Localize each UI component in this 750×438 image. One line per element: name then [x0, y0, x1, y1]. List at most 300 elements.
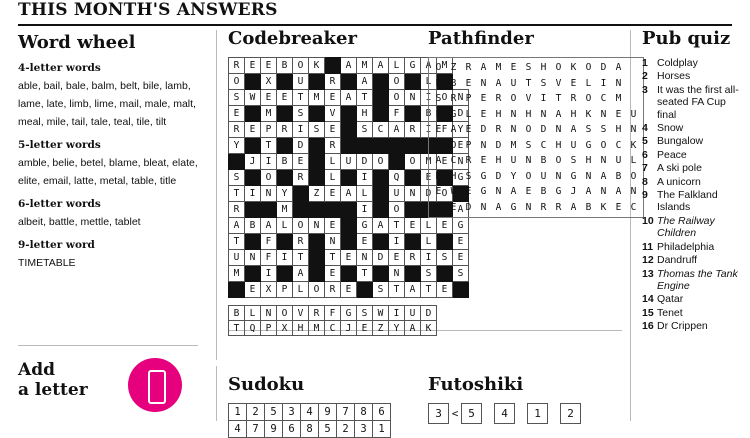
codebreaker-cell: M [229, 266, 245, 282]
quiz-answer-item [642, 320, 746, 332]
pathfinder-cell: D [465, 201, 472, 213]
pathfinder-cell: N [555, 124, 562, 135]
codebreaker-cell: R [229, 122, 245, 138]
pathfinder-cell: O [435, 62, 442, 73]
pathfinder-row [431, 153, 641, 169]
pathfinder-cell: D [495, 139, 502, 151]
quiz-answer-number: 14 [642, 293, 654, 306]
pathfinder-cell: A [450, 124, 457, 135]
codebreaker-cell: U [341, 154, 357, 170]
pathfinder-cell: H [525, 108, 532, 120]
codebreaker-block [341, 138, 357, 154]
codebreaker-cell: A [453, 202, 469, 218]
sudoku-cell: 3 [283, 404, 301, 421]
codebreaker-cell: R [229, 58, 245, 74]
quiz-answer-number: 4 [642, 122, 648, 135]
codebreaker-block [277, 170, 293, 186]
word-group-text: albeit, battle, mettle, tablet [18, 216, 141, 228]
pathfinder-cell: G [510, 201, 517, 213]
codebreaker-cell: A [389, 122, 405, 138]
pathfinder-cell: G [570, 170, 577, 182]
pathfinder-cell: H [615, 124, 622, 135]
quiz-answer-text: Dandruff [657, 254, 698, 267]
codebreaker-key-cell: T [229, 321, 245, 336]
pathfinder-cell: H [570, 108, 577, 120]
codebreaker-cell: E [421, 170, 437, 186]
quiz-answer-text: Peace [657, 148, 687, 161]
codebreaker-block [389, 138, 405, 154]
pathfinder-cell: I [600, 77, 607, 89]
pathfinder-row [431, 184, 641, 200]
codebreaker-cell: E [341, 282, 357, 298]
pathfinder-cell: H [495, 108, 502, 120]
codebreaker-cell: T [293, 250, 309, 266]
codebreaker-cell: R [325, 282, 341, 298]
pathfinder-cell: N [585, 170, 592, 182]
futoshiki-cell: 3 [428, 403, 449, 424]
codebreaker-cell: U [229, 250, 245, 266]
codebreaker-block [293, 186, 309, 202]
codebreaker-cell: T [389, 282, 405, 298]
pathfinder-cell: O [585, 62, 592, 73]
pathfinder-cell: E [510, 62, 517, 73]
quiz-answer-number: 13 [642, 267, 654, 280]
codebreaker-key-cell: Y [389, 321, 405, 336]
codebreaker-cell: R [293, 170, 309, 186]
pub-quiz-section [642, 28, 746, 334]
codebreaker-key-cell: Z [373, 321, 389, 336]
codebreaker-block [341, 170, 357, 186]
codebreaker-cell: A [229, 218, 245, 234]
codebreaker-key-cell: J [341, 321, 357, 336]
pub-quiz-list [642, 57, 746, 333]
pathfinder-cell: E [465, 186, 472, 197]
quiz-answer-item [642, 162, 746, 174]
pathfinder-cell: R [465, 62, 472, 73]
codebreaker-cell: A [341, 186, 357, 202]
codebreaker-row [229, 282, 469, 298]
codebreaker-key-cell: F [325, 306, 341, 321]
quiz-answer-text: A ski pole [657, 162, 702, 175]
codebreaker-cell: T [389, 218, 405, 234]
codebreaker-cell: I [421, 250, 437, 266]
codebreaker-cell: O [389, 90, 405, 106]
pathfinder-cell: E [480, 93, 487, 104]
codebreaker-block [309, 138, 325, 154]
sudoku-cell: 8 [301, 421, 319, 438]
codebreaker-cell: N [245, 250, 261, 266]
pathfinder-cell: G [480, 170, 487, 182]
codebreaker-block [245, 266, 261, 282]
pathfinder-cell: A [570, 201, 577, 213]
pathfinder-row [431, 76, 641, 92]
codebreaker-block [309, 154, 325, 170]
pathfinder-row [431, 122, 641, 138]
sudoku-cell: 3 [355, 421, 373, 438]
codebreaker-cell: M [261, 106, 277, 122]
codebreaker-cell: Z [309, 186, 325, 202]
add-a-letter-line2: a letter [18, 380, 88, 400]
sudoku-cell: 2 [337, 421, 355, 438]
pathfinder-cell: A [510, 186, 517, 197]
quiz-answer-number: 10 [642, 214, 654, 227]
quiz-answer-text: The Falkland Islands [657, 189, 718, 214]
codebreaker-key-cell: E [357, 321, 373, 336]
codebreaker-cell: R [229, 202, 245, 218]
codebreaker-cell: A [405, 282, 421, 298]
pathfinder-cell: O [525, 170, 532, 182]
quiz-answer-item [642, 84, 746, 121]
codebreaker-cell: S [229, 170, 245, 186]
quiz-answer-item [642, 254, 746, 266]
codebreaker-key-cell: K [421, 321, 437, 336]
codebreaker-cell: E [245, 282, 261, 298]
codebreaker-cell: I [389, 234, 405, 250]
codebreaker-block [373, 138, 389, 154]
codebreaker-cell: Y [229, 138, 245, 154]
quiz-answer-item [642, 215, 746, 240]
codebreaker-block [389, 154, 405, 170]
codebreaker-cell: T [357, 266, 373, 282]
codebreaker-cell: E [453, 234, 469, 250]
codebreaker-cell: D [421, 186, 437, 202]
section-divider-left [18, 345, 198, 346]
pathfinder-cell: L [465, 108, 472, 120]
pathfinder-cell: D [435, 170, 442, 182]
codebreaker-cell: B [277, 154, 293, 170]
quiz-answer-text: The Railway Children [657, 214, 715, 240]
codebreaker-key-cell: Q [245, 321, 261, 336]
pathfinder-cell: C [540, 139, 547, 151]
pathfinder-cell: B [540, 155, 547, 166]
codebreaker-cell: M [309, 90, 325, 106]
quiz-answer-number: 7 [642, 162, 648, 175]
codebreaker-cell: L [421, 74, 437, 90]
codebreaker-cell: E [405, 218, 421, 234]
codebreaker-cell: T [293, 90, 309, 106]
codebreaker-cell: E [437, 218, 453, 234]
pathfinder-cell: K [630, 139, 637, 151]
codebreaker-block [405, 234, 421, 250]
codebreaker-key-cell: B [229, 306, 245, 321]
codebreaker-cell: I [277, 250, 293, 266]
pathfinder-cell: M [510, 139, 517, 151]
codebreaker-cell: L [421, 218, 437, 234]
codebreaker-cell: H [357, 106, 373, 122]
codebreaker-cell: G [357, 218, 373, 234]
pathfinder-cell: Y [510, 170, 517, 182]
codebreaker-key-cell: I [389, 306, 405, 321]
quiz-answer-item [642, 70, 746, 82]
page-title: THIS MONTH'S ANSWERS [18, 0, 278, 20]
pathfinder-cell: B [450, 77, 457, 89]
pub-quiz-title: Pub quiz [642, 28, 731, 49]
pathfinder-cell: K [570, 62, 577, 73]
codebreaker-cell: S [309, 122, 325, 138]
codebreaker-cell: O [389, 74, 405, 90]
pathfinder-title: Pathfinder [428, 28, 534, 49]
codebreaker-block [309, 170, 325, 186]
quiz-answer-text: Bungalow [657, 135, 704, 148]
codebreaker-cell: I [421, 90, 437, 106]
codebreaker-title: Codebreaker [228, 28, 357, 49]
pathfinder-cell: R [435, 201, 442, 213]
codebreaker-block [261, 202, 277, 218]
codebreaker-cell: A [341, 58, 357, 74]
pathfinder-cell: R [465, 155, 472, 166]
quiz-answer-item [642, 176, 746, 188]
codebreaker-cell: E [277, 90, 293, 106]
pathfinder-cell: C [615, 139, 622, 151]
sudoku-section [228, 374, 391, 438]
quiz-answer-item [642, 307, 746, 319]
pathfinder-cell: R [495, 124, 502, 135]
pathfinder-cell: C [450, 155, 457, 166]
codebreaker-cell: L [293, 282, 309, 298]
codebreaker-cell: E [245, 58, 261, 74]
sudoku-cell: 9 [319, 404, 337, 421]
pathfinder-cell: U [630, 108, 637, 120]
pathfinder-row [431, 169, 641, 185]
codebreaker-cell: T [229, 186, 245, 202]
pathfinder-grid [428, 57, 644, 218]
pathfinder-cell: B [540, 186, 547, 197]
pathfinder-cell: S [525, 139, 532, 151]
sudoku-row [229, 421, 391, 438]
codebreaker-cell: Y [453, 122, 469, 138]
codebreaker-cell: P [261, 122, 277, 138]
codebreaker-cell: M [421, 154, 437, 170]
pathfinder-cell: E [435, 77, 442, 89]
codebreaker-cell: D [373, 250, 389, 266]
sudoku-cell: 4 [229, 421, 247, 438]
codebreaker-cell: Q [389, 170, 405, 186]
codebreaker-block [229, 154, 245, 170]
pathfinder-cell: N [600, 155, 607, 166]
pathfinder-cell: U [510, 155, 517, 166]
codebreaker-cell: L [325, 170, 341, 186]
codebreaker-block [309, 250, 325, 266]
pathfinder-cell: S [435, 93, 442, 104]
quiz-answer-text: A unicorn [657, 175, 701, 188]
codebreaker-row [229, 234, 469, 250]
pathfinder-cell: E [465, 77, 472, 89]
pathfinder-cell: F [435, 108, 442, 120]
codebreaker-cell: R [277, 122, 293, 138]
codebreaker-cell: E [389, 250, 405, 266]
codebreaker-block [341, 234, 357, 250]
codebreaker-cell: T [261, 138, 277, 154]
codebreaker-row [229, 266, 469, 282]
codebreaker-cell: E [325, 218, 341, 234]
pathfinder-cell: C [630, 201, 637, 213]
word-group [18, 139, 210, 189]
codebreaker-cell: I [261, 154, 277, 170]
codebreaker-cell: G [453, 218, 469, 234]
codebreaker-cell: I [357, 202, 373, 218]
codebreaker-cell: P [277, 282, 293, 298]
codebreaker-block [277, 266, 293, 282]
pathfinder-cell: U [510, 77, 517, 89]
pathfinder-cell: O [630, 170, 637, 182]
codebreaker-key-cell: U [405, 306, 421, 321]
codebreaker-row [229, 218, 469, 234]
codebreaker-key [228, 305, 469, 336]
pathfinder-cell: S [570, 155, 577, 166]
pathfinder-cell: E [435, 186, 442, 197]
quiz-answer-number: 3 [642, 83, 648, 96]
codebreaker-block [405, 74, 421, 90]
quiz-answer-item [642, 149, 746, 161]
codebreaker-block [277, 74, 293, 90]
codebreaker-key-cell: H [293, 321, 309, 336]
codebreaker-cell: L [325, 154, 341, 170]
pathfinder-cell: O [600, 139, 607, 151]
codebreaker-cell: E [229, 106, 245, 122]
pathfinder-cell: O [450, 139, 457, 151]
quiz-answer-number: 8 [642, 175, 648, 188]
pathfinder-cell: U [540, 170, 547, 182]
quiz-answer-item [642, 189, 746, 214]
quiz-answer-text: Qatar [657, 293, 684, 306]
sudoku-cell: 9 [265, 421, 283, 438]
pathfinder-cell: U [570, 139, 577, 151]
codebreaker-block [245, 74, 261, 90]
codebreaker-cell: R [405, 122, 421, 138]
pathfinder-cell: Z [450, 62, 457, 73]
word-group-heading: 4-letter words [18, 62, 101, 74]
codebreaker-cell: N [389, 266, 405, 282]
word-group-text: able, bail, bale, balm, belt, bile, lamb, lame, late, limb, lime, mail, male, malt, meal, mile, tail, tale, teal, tile, tilt [18, 80, 196, 128]
pathfinder-cell: R [570, 93, 577, 104]
codebreaker-cell: E [325, 90, 341, 106]
codebreaker-cell: E [437, 282, 453, 298]
sudoku-cell: 6 [283, 421, 301, 438]
pathfinder-cell: H [585, 155, 592, 166]
pathfinder-cell: N [555, 170, 562, 182]
add-a-letter-section [18, 360, 88, 400]
quiz-answer-text: Coldplay [657, 57, 698, 69]
codebreaker-cell: A [373, 218, 389, 234]
pathfinder-cell: N [480, 139, 487, 151]
quiz-answer-text: Philadelphia [657, 240, 715, 253]
pathfinder-cell: L [630, 155, 637, 166]
codebreaker-cell: G [453, 170, 469, 186]
pathfinder-cell: B [585, 201, 592, 213]
pathfinder-cell: A [495, 201, 502, 213]
codebreaker-key-cell: N [261, 306, 277, 321]
codebreaker-cell: E [325, 122, 341, 138]
codebreaker-cell: O [373, 154, 389, 170]
codebreaker-cell: M [357, 58, 373, 74]
word-group-text: amble, belie, betel, blame, bleat, elate, elite, email, latte, metal, table, title [18, 157, 198, 187]
codebreaker-key-cell: A [405, 321, 421, 336]
pathfinder-cell: N [630, 186, 637, 197]
codebreaker-block [405, 138, 421, 154]
pathfinder-cell: E [525, 186, 532, 197]
quiz-answer-number: 5 [642, 135, 648, 148]
codebreaker-cell: V [325, 106, 341, 122]
codebreaker-cell: Y [277, 186, 293, 202]
pathfinder-row [431, 107, 641, 123]
quiz-answer-text: Thomas the Tank Engine [657, 267, 738, 292]
codebreaker-cell: A [373, 58, 389, 74]
pathfinder-cell: R [540, 201, 547, 213]
word-group-text: TIMETABLE [18, 257, 76, 269]
pathfinder-cell: A [570, 124, 577, 135]
codebreaker-cell: W [245, 90, 261, 106]
pathfinder-cell: G [555, 186, 562, 197]
codebreaker-cell: O [261, 170, 277, 186]
codebreaker-block [245, 138, 261, 154]
pathfinder-cell: M [495, 62, 502, 73]
pathfinder-cell: P [465, 93, 472, 104]
pathfinder-row [431, 200, 641, 216]
codebreaker-block [293, 202, 309, 218]
codebreaker-cell: E [293, 154, 309, 170]
quiz-answer-item [642, 122, 746, 134]
codebreaker-cell: O [293, 218, 309, 234]
codebreaker-cell: O [229, 74, 245, 90]
codebreaker-key-cell: L [245, 306, 261, 321]
pathfinder-cell: N [495, 186, 502, 197]
codebreaker-cell: E [261, 58, 277, 74]
codebreaker-cell: E [261, 90, 277, 106]
pathfinder-cell: D [540, 124, 547, 135]
codebreaker-cell: A [357, 74, 373, 90]
codebreaker-cell: E [325, 186, 341, 202]
pathfinder-cell: E [615, 201, 622, 213]
futoshiki-title: Futoshiki [428, 374, 524, 395]
pathfinder-cell: N [540, 108, 547, 120]
codebreaker-key-cell: C [325, 321, 341, 336]
pathfinder-cell: N [615, 77, 622, 89]
pathfinder-cell: M [435, 139, 442, 151]
codebreaker-cell: R [325, 138, 341, 154]
quiz-answer-item [642, 268, 746, 293]
pathfinder-cell: C [600, 93, 607, 104]
codebreaker-block [357, 138, 373, 154]
codebreaker-block [245, 170, 261, 186]
column-divider-1 [216, 30, 217, 360]
codebreaker-cell: U [389, 186, 405, 202]
sudoku-cell: 5 [319, 421, 337, 438]
pathfinder-cell: N [510, 124, 517, 135]
codebreaker-cell: O [293, 58, 309, 74]
quiz-answer-number: 12 [642, 254, 654, 267]
codebreaker-cell: T [325, 250, 341, 266]
codebreaker-block [341, 266, 357, 282]
codebreaker-block [277, 234, 293, 250]
pathfinder-cell: A [600, 170, 607, 182]
futoshiki-section [428, 374, 581, 424]
pathfinder-cell: A [615, 186, 622, 197]
pathfinder-cell: L [585, 77, 592, 89]
word-group-heading: 9-letter word [18, 239, 95, 251]
codebreaker-key-cell: G [341, 306, 357, 321]
codebreaker-block [405, 170, 421, 186]
quiz-answer-item [642, 293, 746, 305]
word-group [18, 239, 210, 271]
pathfinder-cell: R [555, 201, 562, 213]
sudoku-cell: 7 [337, 404, 355, 421]
pathfinder-cell: S [465, 170, 472, 182]
codebreaker-block [309, 74, 325, 90]
codebreaker-cell: L [389, 58, 405, 74]
codebreaker-key-cell: X [277, 321, 293, 336]
codebreaker-cell: K [309, 58, 325, 74]
codebreaker-block [245, 202, 261, 218]
